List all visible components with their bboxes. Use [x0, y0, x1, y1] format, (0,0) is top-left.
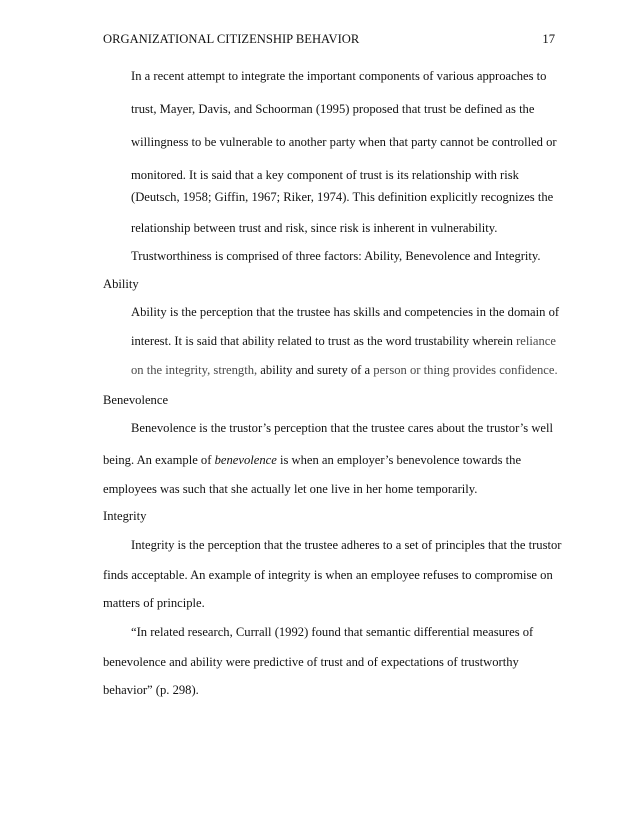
running-title: ORGANIZATIONAL CITIZENSHIP BEHAVIOR	[103, 32, 360, 46]
text-line: relationship between trust and risk, since risk is inherent in vulnerability.	[131, 221, 498, 235]
text-line: trust, Mayer, Davis, and Schoorman (1995) proposed that trust be defined as the	[131, 102, 535, 116]
text-line: benevolence and ability were predictive of trust and of expectations of trustworthy	[103, 655, 519, 669]
text-line	[131, 333, 556, 349]
text-span-grey: reliance	[516, 334, 556, 348]
text-line: Integrity is the perception that the trustee adheres to a set of principles that the trustor	[131, 538, 562, 552]
section-heading-integrity: Integrity	[103, 509, 147, 523]
text-line: monitored. It is said that a key component of trust is its relationship with risk	[131, 168, 519, 182]
text-span-grey: on the integrity, strength,	[131, 363, 258, 377]
text-span: being. An example of	[103, 453, 215, 467]
section-heading-benevolence: Benevolence	[103, 393, 169, 407]
text-line: Ability is the perception that the trustee has skills and competencies in the domain of	[131, 305, 560, 319]
text-span: ability and surety of a	[257, 363, 374, 377]
text-span: is when an employer’s benevolence towards the	[276, 453, 522, 467]
text-line: “In related research, Currall (1992) found that semantic differential measures of	[131, 625, 534, 639]
text-line	[103, 452, 521, 468]
text-span-grey: person or thing provides confidence.	[373, 363, 558, 377]
text-line	[131, 362, 558, 378]
text-line: employees was such that she actually let one live in her home temporarily.	[103, 482, 478, 496]
text-line: Benevolence is the trustor’s perception that the trustee cares about the trustor’s well	[131, 421, 553, 435]
text-line: behavior” (p. 298).	[103, 683, 199, 697]
text-line: (Deutsch, 1958; Giffin, 1967; Riker, 1974). This definition explicitly recognizes the	[131, 190, 554, 204]
text-line: matters of principle.	[103, 596, 205, 610]
text-line: willingness to be vulnerable to another party when that party cannot be controlled or	[131, 135, 557, 149]
running-head	[103, 32, 555, 47]
text-line: In a recent attempt to integrate the important components of various approaches to	[131, 69, 547, 83]
text-span: interest. It is said that ability related to trust as the word trustability wherein	[131, 334, 517, 348]
text-span-italic: benevolence	[214, 453, 277, 467]
text-line: finds acceptable. An example of integrity is when an employee refuses to compromise on	[103, 568, 553, 582]
section-heading-ability: Ability	[103, 277, 139, 291]
page-number: 17	[542, 32, 555, 46]
text-line: Trustworthiness is comprised of three factors: Ability, Benevolence and Integrity.	[131, 249, 541, 263]
